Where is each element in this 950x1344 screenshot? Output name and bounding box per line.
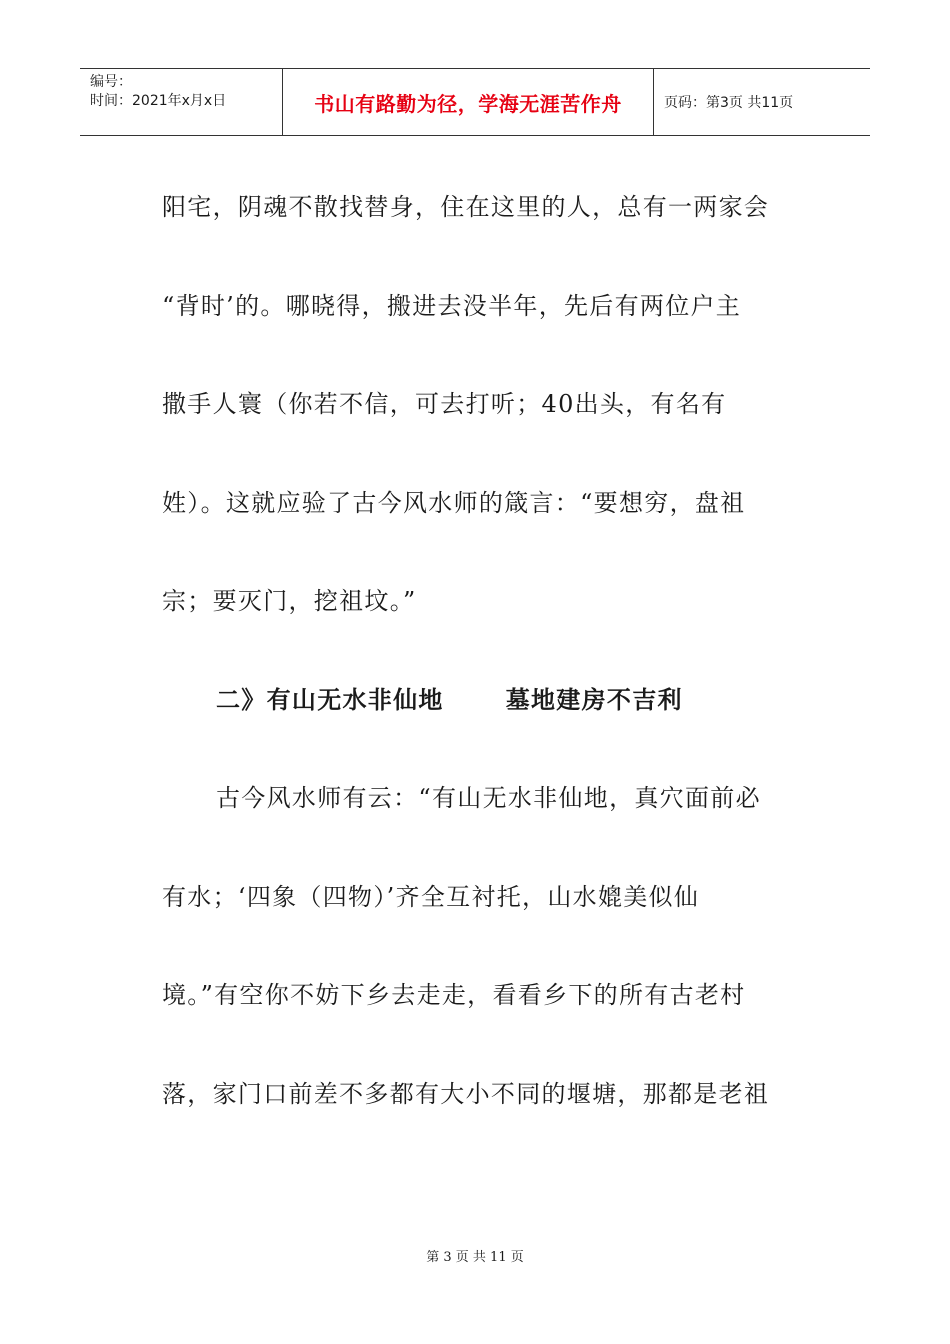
- body-line: 落，家门口前差不多都有大小不同的堰塘，那都是老祖: [162, 1079, 770, 1108]
- section-heading: [162, 675, 782, 774]
- body-line: 阳宅，阴魂不散找替身，住在这里的人，总有一两家会: [162, 193, 770, 221]
- body-line: 有水；‘四象（四物）’齐全互衬托，山水媲美似仙: [162, 882, 700, 911]
- body-line: 宗；要灭门，挖祖坟。”: [162, 587, 417, 615]
- page-footer: 第 3 页 共 11 页: [426, 1250, 524, 1265]
- document-body: [162, 182, 782, 1167]
- number-label: 编号：: [90, 74, 132, 90]
- body-line: 古今风水师有云：“有山无水非仙地，真穴面前必: [216, 784, 761, 812]
- body-line: “背时’的。哪晓得，搬进去没半年，先后有两位户主: [162, 291, 742, 320]
- section-heading-part2: 墓地建房不吉利: [505, 685, 683, 714]
- time-label: 时间：2021年x月x日: [90, 93, 227, 109]
- header-page-info: 页码：第3页 共11页: [664, 95, 794, 111]
- body-line: 姓）。这就应验了古今风水师的箴言：“要想穷，盘祖: [162, 488, 746, 517]
- body-line: 境。”有空你不妨下乡去走走，看看乡下的所有古老村: [162, 981, 746, 1009]
- section-heading-part1: 二》有山无水非仙地: [216, 685, 444, 714]
- header-motto: 书山有路勤为径，学海无涯苦作舟: [282, 69, 654, 135]
- header-meta: [80, 69, 282, 135]
- document-header: [80, 68, 870, 136]
- body-line: 撒手人寰（你若不信，可去打听；40出头，有名有: [162, 390, 727, 418]
